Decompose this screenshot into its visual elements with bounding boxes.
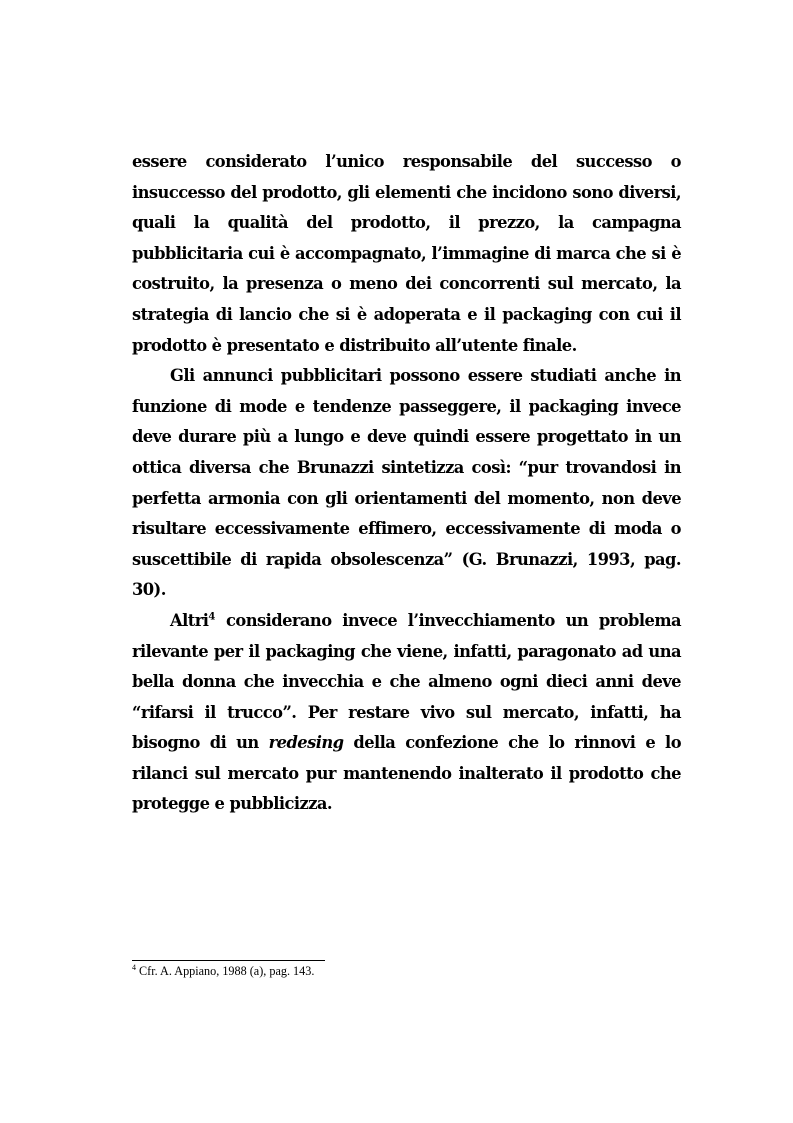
paragraph-2: Gli annunci pubblicitari possono essere studiati anche in funzione di mode e tendenze passeggere, il packaging invece deve durare più a lungo e deve quindi essere progettato in un ottica diversa che Brunazzi sintetizza così: “pur trovandosi in perfetta armonia con gli orientamenti del momento, non deve risultare eccessivamente effimero, eccessivamente di moda o suscettibile di rapida obsolescenza” (G. Brunazzi, 1993, pag. 30). — [132, 366, 681, 600]
footnote-text: Cfr. A. Appiano, 1988 (a), pag. 143. — [136, 964, 315, 978]
paragraph-3-lead-word: Altri — [170, 610, 209, 630]
paragraph-3-text-a: considerano invece l’invecchiamento un problema rilevante per il packaging che viene, infatti, paragonato ad una bella donna che invecchia e che almeno ogni dieci anni deve “rifarsi il trucco”. Per restare vivo sul mercato, infatti, ha bisogno di un — [132, 610, 681, 753]
footnote — [132, 963, 532, 979]
footnote-separator — [132, 960, 325, 961]
footnote-reference-mark: 4 — [208, 611, 216, 623]
paragraph-3-text-b: della confezione che lo rinnovi e lo rilanci sul mercato pur mantenendo inalterato il prodotto che protegge e pubblicizza. — [132, 733, 681, 814]
footnote-number: 4 — [132, 962, 136, 972]
paragraph-3 — [132, 606, 681, 820]
body-text — [132, 147, 681, 820]
paragraph-3-italic-term: redesing — [268, 733, 344, 753]
paragraph-1: essere considerato l’unico responsabile del successo o insuccesso del prodotto, gli elementi che incidono sono diversi, quali la qualità del prodotto, il prezzo, la campagna pubblicitaria cui è accompagnato, l’immagine di marca che si è costruito, la presenza o meno dei concorrenti sul mercato, la strategia di lancio che si è adoperata e il packaging con cui il prodotto è presentato e distribuito all’utente finale. — [132, 152, 681, 355]
